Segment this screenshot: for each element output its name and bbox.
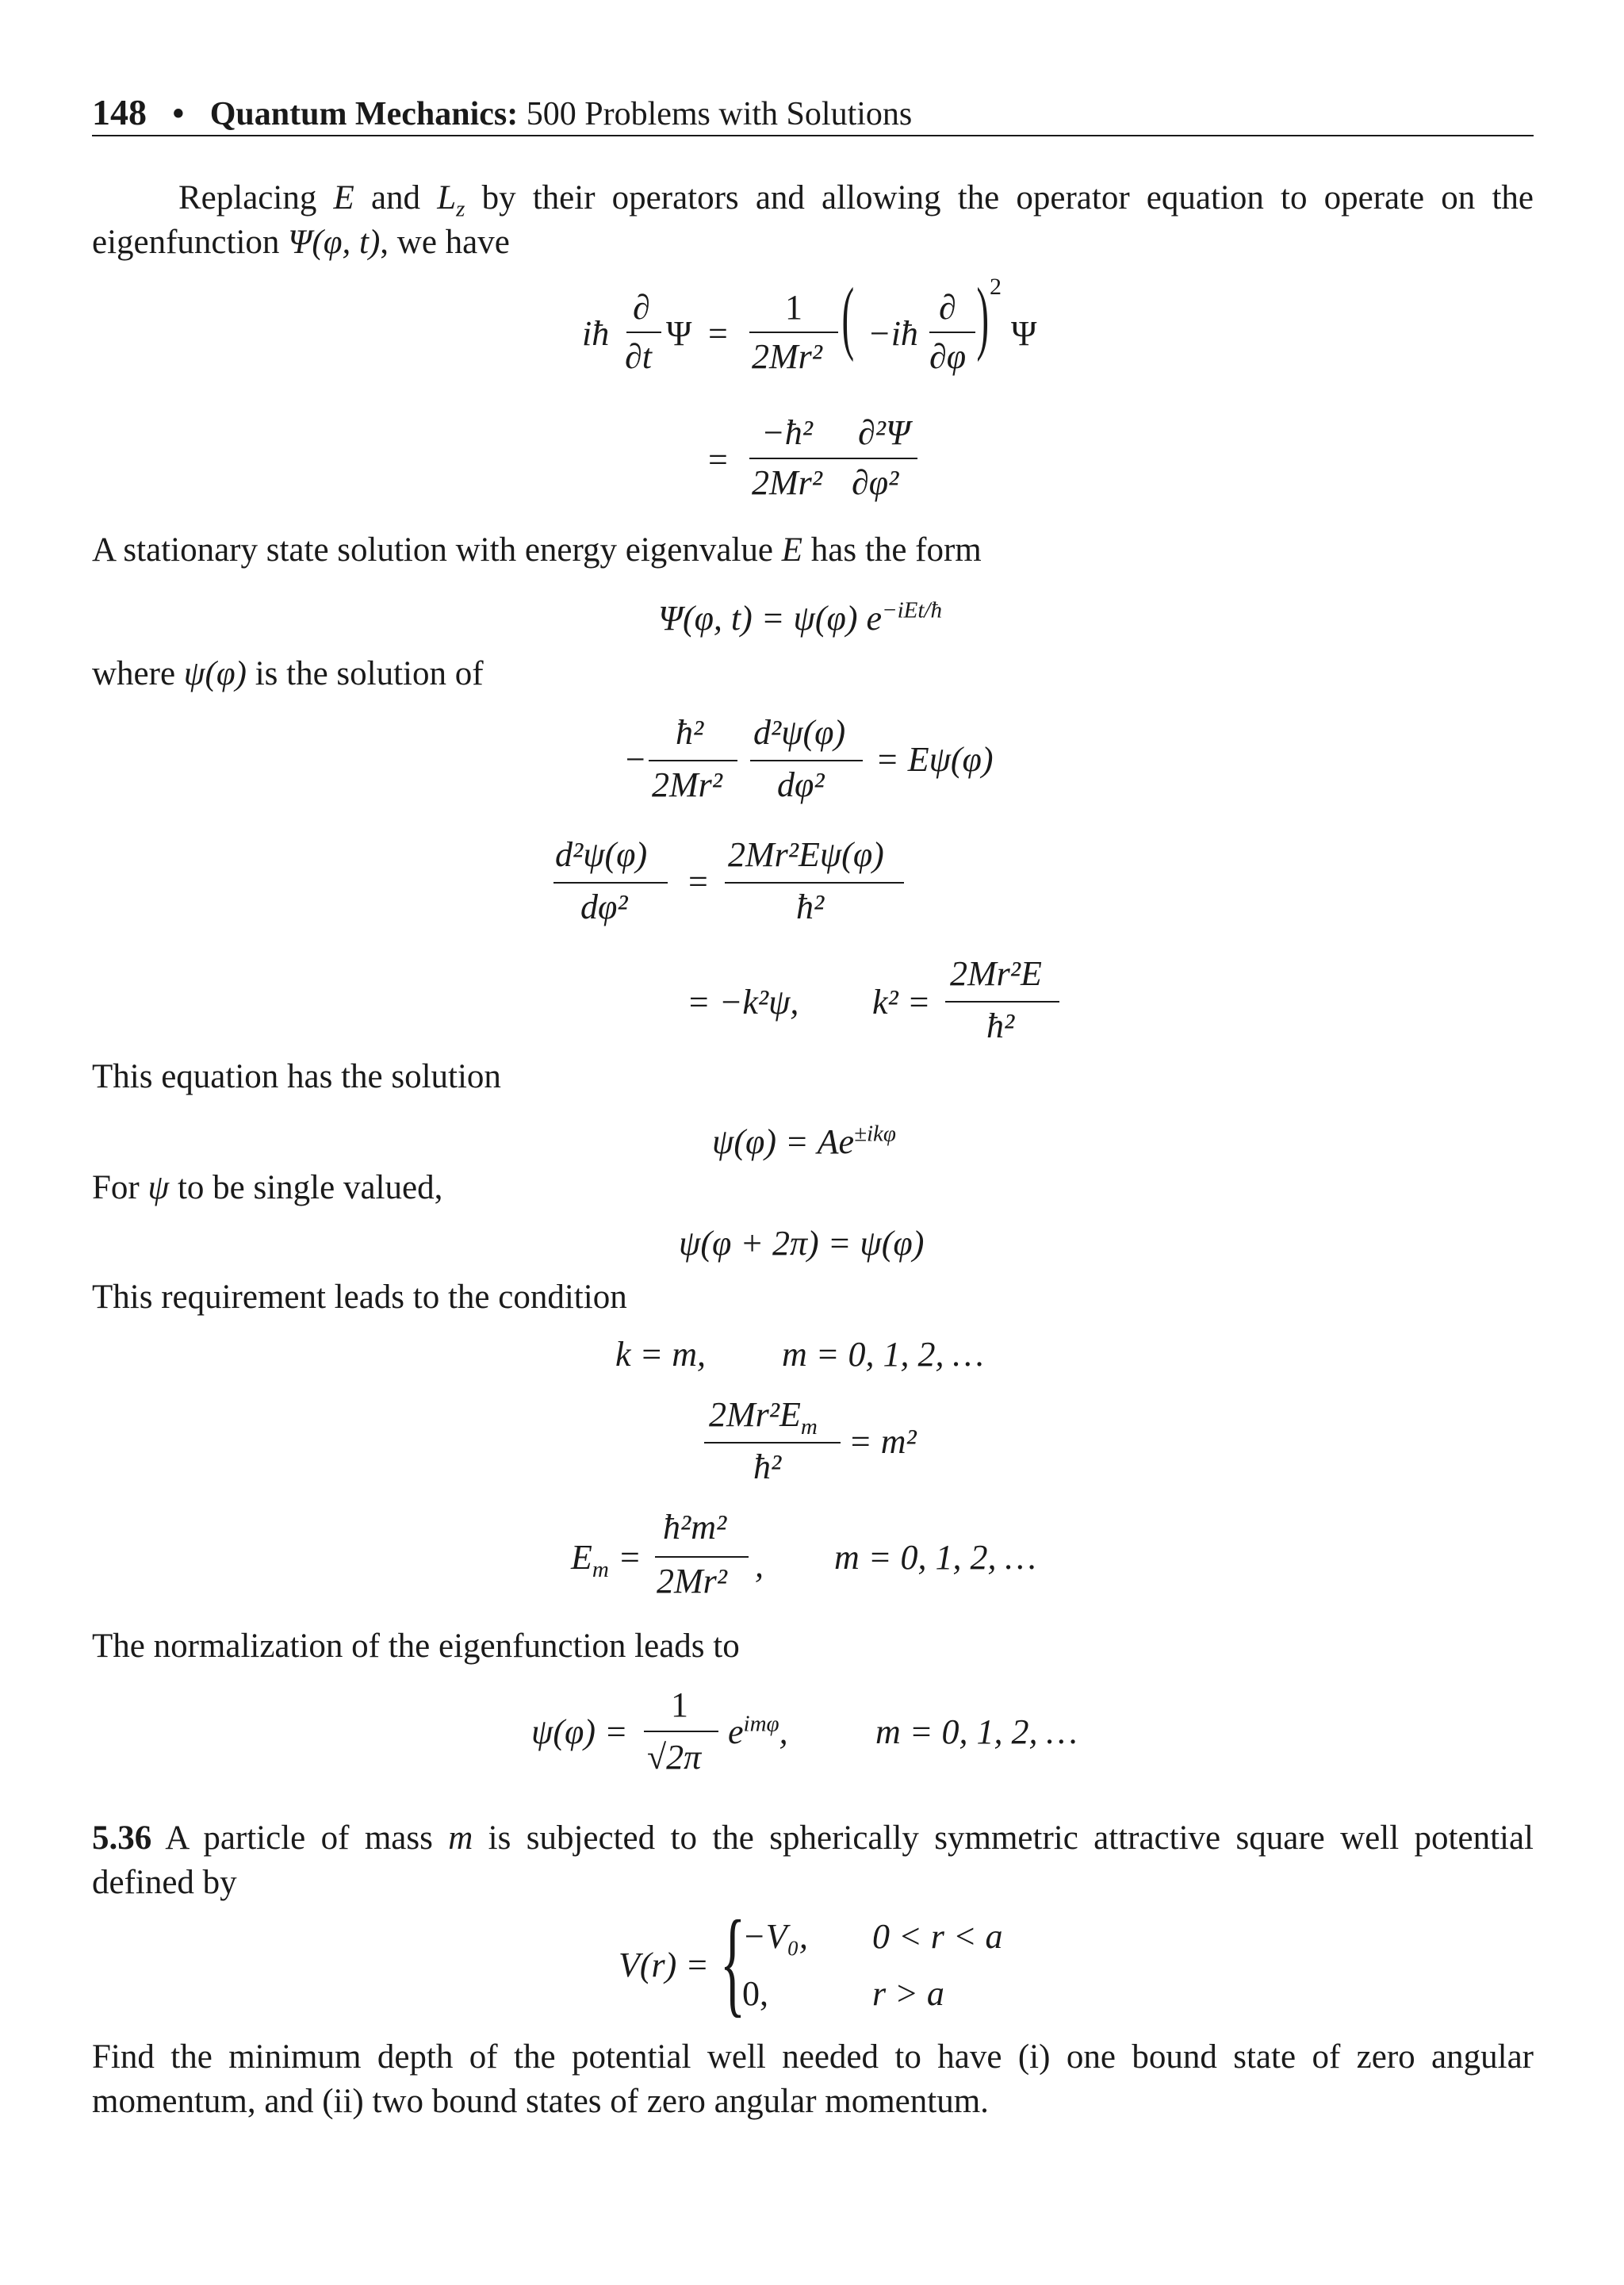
eq1-frac-line-coef (749, 332, 838, 333)
eq11-frac-line (655, 1556, 749, 1558)
eq11-E: E (571, 1538, 592, 1577)
eq1-Psi: Ψ (666, 314, 692, 353)
eq1-partial-2: ∂ (939, 288, 956, 327)
eq5-num: d²ψ(φ) (555, 835, 648, 874)
p3-psi: ψ(φ) (183, 655, 247, 692)
eq5-den: dφ² (580, 888, 628, 926)
problem-5-36 (92, 1816, 1534, 1905)
eq10-frac-line (704, 1442, 841, 1443)
paragraph-normalization: The normalization of the eigenfunction leads to (92, 1627, 740, 1665)
eq6-k2: k² = (872, 983, 931, 1022)
eq1-left-paren: ( (841, 271, 855, 362)
eq4-frac-line-2 (750, 760, 863, 761)
eq1-square: 2 (990, 274, 1002, 300)
eq3-body: Ψ(φ, t) = ψ(φ) e (658, 599, 883, 638)
running-header (92, 91, 912, 133)
eq1-partial: ∂ (633, 288, 650, 327)
eq5-frac-line-right (725, 882, 904, 884)
eq10-den: ħ² (753, 1447, 782, 1486)
eq13-range1: 0 < r < a (872, 1917, 1003, 1956)
eq4-den2: dφ² (777, 765, 825, 804)
p1-L-sub: z (456, 196, 465, 222)
p1-text-c: by their operators and allowing the operator equation to operate on the eigenfunction (92, 179, 1534, 261)
paragraph-question: Find the minimum depth of the potential well needed to have (i) one bound state of zero angular momentum, and (ii) two bound states of zero angular momentum. (92, 2038, 1534, 2120)
eq12-frac-line (644, 1731, 718, 1732)
eq2-den2: ∂φ² (852, 463, 899, 502)
eq12-den: √2π (647, 1738, 702, 1777)
eq12-exp-term (728, 1712, 788, 1752)
eq11-E-sub: m (592, 1556, 609, 1582)
p3-text-b: is the solution of (246, 655, 484, 692)
eq4-num2: d²ψ(φ) (753, 713, 846, 752)
eq4-frac-line-1 (649, 760, 737, 761)
eq5-rden: ħ² (796, 888, 825, 926)
eq11-lhs (571, 1537, 609, 1582)
page-number: 148 (92, 92, 147, 132)
eq4-num1: ħ² (676, 713, 704, 752)
eq13-brace: { (719, 1896, 746, 2028)
p5-text-a: For (92, 1169, 148, 1206)
p2-E: E (781, 531, 803, 569)
book-title-bold: Quantum Mechanics: (209, 96, 519, 132)
eq7-body: ψ(φ) = Ae (712, 1122, 855, 1161)
eq2-equals: = (708, 440, 728, 479)
p1-text-b: and (354, 179, 438, 217)
eq9-k-eq-m: k = m, (615, 1335, 706, 1374)
eq13-case1: −V₀, (742, 1917, 808, 1956)
p5-text-b: to be single valued, (169, 1169, 443, 1206)
p1-text-d: , we have (380, 224, 510, 261)
equation-7 (712, 1121, 896, 1162)
p1-psi: Ψ(φ, t) (288, 224, 381, 261)
eq1-frac-line-left (626, 332, 661, 333)
p1-L: L (437, 179, 457, 217)
eq11-equals: = (620, 1538, 640, 1577)
header-bullet: • (172, 96, 185, 132)
eq12-condition: m = 0, 1, 2, … (875, 1712, 1078, 1751)
p2-text-a: A stationary state solution with energy eigenvalue (92, 531, 782, 569)
eq12-lhs: ψ(φ) = (531, 1712, 628, 1751)
paragraph-requirement: This requirement leads to the condition (92, 1279, 627, 1316)
eq12-comma: , (779, 1712, 788, 1751)
eq9-m-values: m = 0, 1, 2, … (782, 1335, 984, 1374)
problem-number: 5.36 (92, 1819, 152, 1857)
paragraph-solution: This equation has the solution (92, 1058, 501, 1095)
eq4-minus: − (623, 740, 647, 779)
eq11-condition: m = 0, 1, 2, … (834, 1538, 1036, 1577)
eq1-one: 1 (785, 288, 802, 327)
p2-text-b: has the form (802, 531, 982, 569)
paragraph-where (92, 652, 1534, 696)
eq11-den: 2Mr² (657, 1562, 727, 1601)
paragraph-intro (92, 176, 1534, 265)
eq10-num-main: 2Mr²E (709, 1395, 801, 1434)
eq6-num: 2Mr²E (950, 954, 1042, 993)
eq5-equals: = (688, 862, 708, 901)
paragraph-stationary (92, 528, 1534, 573)
eq1-equals: = (708, 314, 728, 353)
eq6-lhs: = −k²ψ, (687, 983, 799, 1022)
equation-3 (658, 598, 942, 638)
eq2-num1: −ħ² (761, 413, 813, 452)
paragraph-single-valued (92, 1166, 1534, 1210)
eq2-frac-line (749, 458, 917, 459)
eq13-case2: 0, (742, 1974, 768, 2013)
eq10-num (709, 1394, 818, 1440)
p1-text-a: Replacing (178, 179, 334, 217)
eq11-num: ħ²m² (663, 1508, 727, 1547)
eq1-right-paren: ) (976, 271, 990, 362)
eq12-e: e (728, 1712, 744, 1751)
eq12-num: 1 (671, 1685, 688, 1724)
eq13-lhs: V(r) = (619, 1946, 709, 1984)
eq10-num-sub: m (800, 1413, 818, 1440)
eq1-ih: iħ (582, 314, 610, 353)
eq2-den1: 2Mr² (752, 463, 822, 502)
p3-text-a: where (92, 655, 184, 692)
p1-E: E (333, 179, 354, 217)
eq10-rhs: = m² (848, 1422, 917, 1461)
eq1-Psi-right: Ψ (1011, 314, 1037, 353)
eq1-minus-ih: −iħ (868, 314, 918, 353)
eq4-rhs: = Eψ(φ) (875, 740, 994, 779)
eq2-num2: ∂²Ψ (858, 413, 910, 452)
prob-m: m (448, 1819, 473, 1857)
eq6-den: ħ² (986, 1006, 1015, 1045)
eq1-2Mr2: 2Mr² (752, 337, 822, 376)
eq6-frac-line (945, 1001, 1059, 1003)
eq4-den1: 2Mr² (652, 765, 722, 804)
p5-psi: ψ (147, 1169, 170, 1206)
eq12-exponent: imφ (743, 1711, 779, 1737)
book-title-rest: 500 Problems with Solutions (526, 96, 913, 132)
eq1-dphi: ∂φ (929, 337, 967, 376)
eq13-range2: r > a (872, 1974, 944, 2013)
eq3-exponent: −iEt/ħ (882, 597, 942, 623)
prob-text-b: is subjected to the spherically symmetric attractive square well potential defined by (92, 1819, 1534, 1901)
eq5-frac-line-left (553, 882, 668, 884)
eq7-exponent: ±ikφ (854, 1121, 896, 1147)
eq11-comma: , (755, 1546, 764, 1585)
eq1-dt: ∂t (625, 337, 652, 376)
equation-8: ψ(φ + 2π) = ψ(φ) (679, 1224, 925, 1263)
header-rule (92, 135, 1534, 136)
prob-text-a: A particle of mass (151, 1819, 449, 1857)
eq5-rnum: 2Mr²Eψ(φ) (728, 835, 884, 874)
eq1-frac-line-dphi (929, 332, 975, 333)
